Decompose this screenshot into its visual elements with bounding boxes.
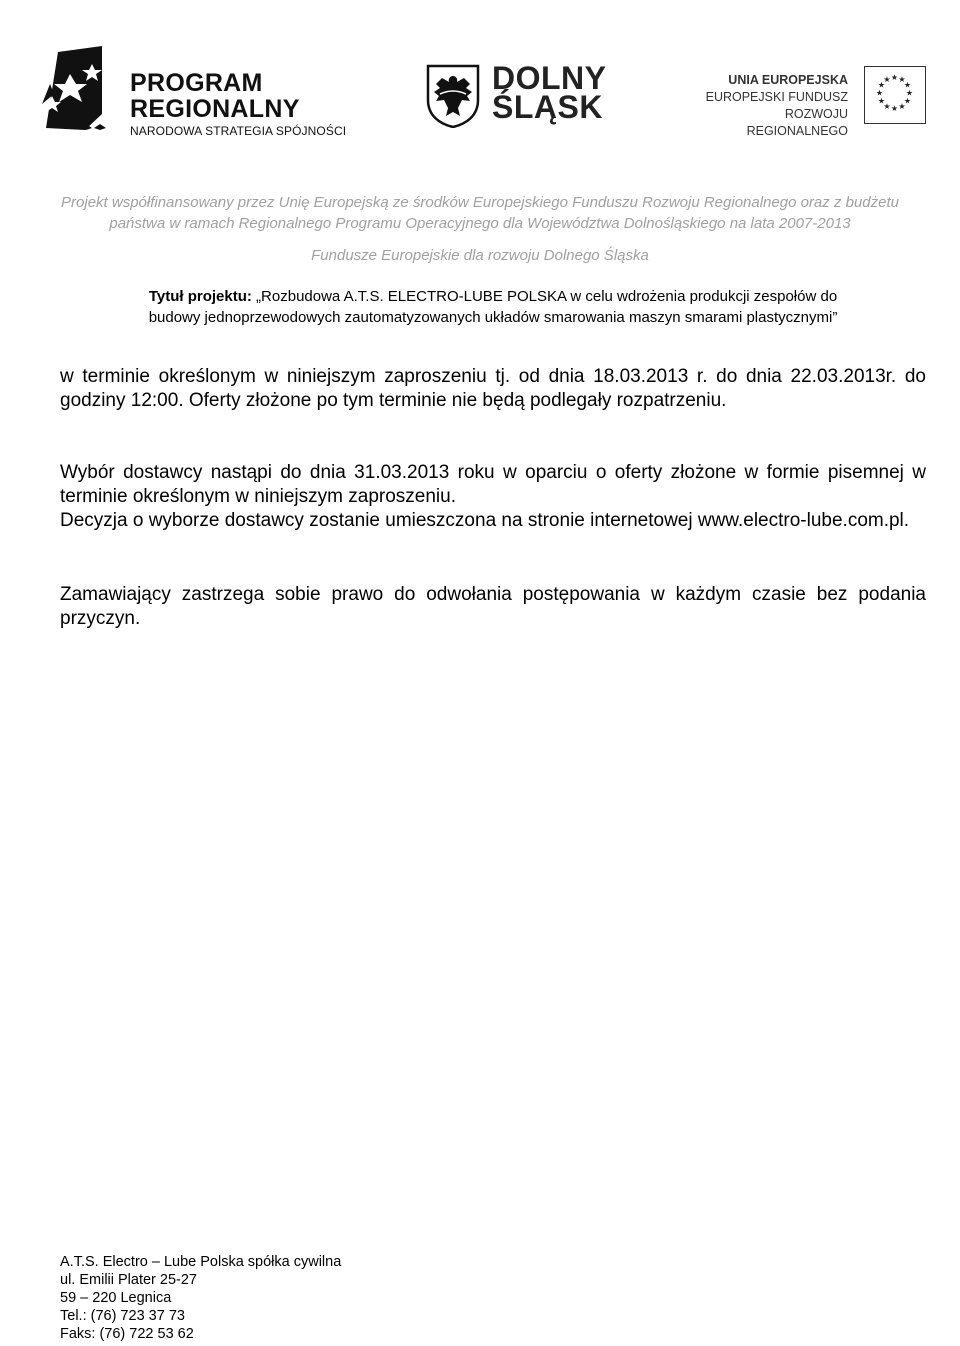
dolny-slask-logo — [426, 60, 626, 128]
project-title-label: Tytuł projektu: — [148, 288, 252, 305]
svg-text:★: ★ — [877, 80, 886, 90]
svg-text:★: ★ — [875, 88, 884, 98]
footer-address — [60, 1253, 341, 1343]
svg-text:★: ★ — [905, 88, 914, 98]
svg-text:★: ★ — [883, 75, 891, 84]
svg-text:★: ★ — [890, 104, 899, 113]
regionalny-text: REGIONALNY — [130, 95, 300, 123]
slask-text: ŚLĄSK — [492, 89, 603, 125]
star-emblem-icon — [40, 44, 130, 144]
dolny-text: DOLNY — [492, 60, 607, 96]
footer-city: 59 – 220 Legnica — [60, 1290, 172, 1306]
svg-text:★: ★ — [903, 80, 912, 90]
eu-flag-icon — [864, 66, 926, 124]
footer-tel: Tel.: (76) 723 37 73 — [60, 1308, 185, 1324]
ue-line3: ROZWOJU REGIONALNEGO — [746, 107, 848, 138]
svg-text:★: ★ — [877, 96, 886, 106]
cofinancing-note — [30, 192, 930, 234]
cofinancing-line2: państwa w ramach Regionalnego Programu Operacyjnego dla Województwa Dolnośląskiego na lata 2007-2013 — [109, 215, 851, 232]
paragraph-reservation: Zamawiający zastrzega sobie prawo do odwołania postępowania w każdym czasie bez podania przyczyn. — [60, 584, 926, 629]
svg-text:★: ★ — [898, 102, 906, 111]
paragraph-deadline: w terminie określonym w niniejszym zaproszeniu tj. od dnia 18.03.2013 r. do dnia 22.03.2013r. do godziny 12:00. Oferty złożone po tym terminie nie będą podlegały rozpatrzeniu. — [60, 366, 926, 411]
footer-company: A.T.S. Electro – Lube Polska spółka cywilna — [60, 1254, 342, 1270]
paragraph-selection — [60, 461, 926, 533]
project-title — [60, 286, 926, 328]
footer-street: ul. Emilii Plater 25-27 — [60, 1272, 197, 1288]
unia-europejska-logo — [690, 66, 930, 138]
funds-slogan: Fundusze Europejskie dla rozwoju Dolnego Śląska — [311, 247, 649, 264]
project-title-line2: budowy jednoprzewodowych zautomatyzowanych układów smarowania maszyn smarami plastycznymi” — [148, 309, 838, 326]
program-text: PROGRAM — [130, 69, 263, 97]
cofinancing-line1: Projekt współfinansowany przez Unię Europejską ze środków Europejskiego Funduszu Rozwoju Regionalnego oraz z budżetu — [61, 194, 899, 211]
ue-line1: UNIA EUROPEJSKA — [728, 73, 848, 87]
ue-line2: EUROPEJSKI FUNDUSZ — [705, 90, 848, 104]
eagle-crest-icon — [426, 64, 480, 128]
strategy-text: NARODOWA STRATEGIA SPÓJNOŚCI — [130, 124, 347, 138]
paragraph-selection-publication: Decyzja o wyborze dostawcy zostanie umieszczona na stronie internetowej www.electro-lube.com.pl. — [60, 510, 910, 531]
project-title-line1: „Rozbudowa A.T.S. ELECTRO-LUBE POLSKA w celu wdrożenia produkcji zespołów do — [251, 288, 838, 305]
program-regionalny-logo — [40, 44, 360, 144]
svg-text:★: ★ — [890, 73, 899, 82]
svg-text:★: ★ — [903, 96, 912, 106]
svg-text:★: ★ — [898, 75, 906, 84]
footer-fax: Faks: (76) 722 53 62 — [60, 1326, 194, 1342]
paragraph-selection-date: Wybór dostawcy nastąpi do dnia 31.03.2013 roku w oparciu o oferty złożone w formie pisemnej w terminie określonym w niniejszym zaproszeniu. — [60, 462, 926, 507]
svg-text:★: ★ — [883, 102, 891, 111]
